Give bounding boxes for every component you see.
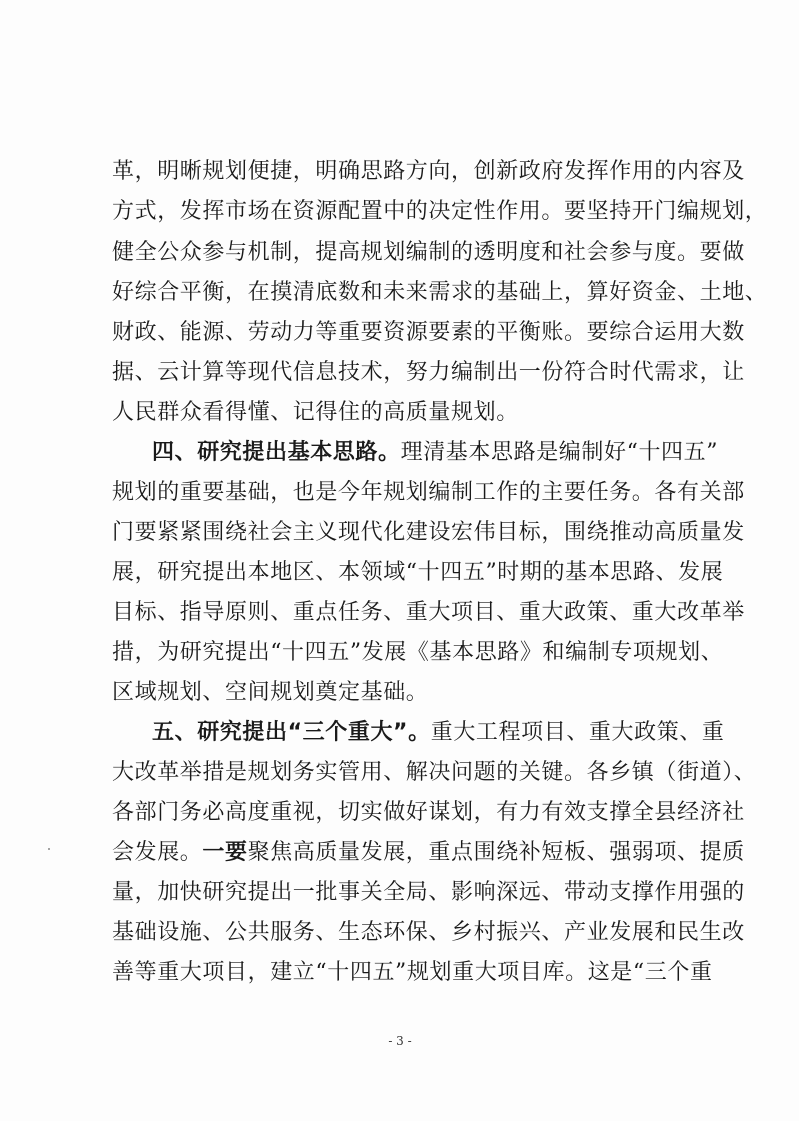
body-line: 目标、指导原则、重点任务、重大项目、重大政策、重大改革举 — [112, 600, 745, 625]
section-heading: 四、研究提出基本思路。 — [152, 440, 401, 465]
body-line: 方式，发挥市场在资源配置中的决定性作用。要坚持开门编规划， — [112, 199, 768, 224]
scan-mark — [48, 848, 50, 850]
section-four-first-line — [152, 436, 719, 470]
body-line: 革，明晰规划便捷，明确思路方向，创新政府发挥作用的内容及 — [112, 159, 745, 184]
section-text: 重大工程项目、重大政策、重 — [430, 720, 725, 745]
body-line: 基础设施、公共服务、生态环保、乡村振兴、产业发展和民生改 — [112, 920, 745, 945]
line-text: 会发展。 — [112, 840, 203, 865]
body-line: 大改革举措是规划务实管用、解决问题的关键。各乡镇（街道）、 — [112, 760, 757, 785]
body-line: 善等重大项目，建立“十四五”规划重大项目库。这是“三个重 — [112, 960, 713, 985]
body-line: 据、云计算等现代信息技术，努力编制出一份符合时代需求，让 — [112, 360, 745, 385]
line-text: 聚焦高质量发展，重点围绕补短板、强弱项、提质 — [247, 840, 745, 865]
body-line: 展，研究提出本地区、本领域“十四五”时期的基本思路、发展 — [112, 560, 724, 585]
body-line: 财政、能源、劳动力等重要资源要素的平衡账。要综合运用大数 — [112, 320, 745, 345]
body-line: 规划的重要基础，也是今年规划编制工作的主要任务。各有关部 — [112, 480, 745, 505]
body-line: 门要紧紧围绕社会主义现代化建设宏伟目标，围绕推动高质量发 — [112, 520, 745, 545]
body-line: 区域规划、空间规划奠定基础。 — [112, 680, 429, 705]
page-number: - 3 - — [388, 1034, 412, 1048]
section-text: 理清基本思路是编制好“十四五” — [400, 440, 719, 465]
body-line-with-emphasis — [112, 836, 745, 870]
section-five-first-line — [152, 716, 725, 750]
section-heading: 五、研究提出“三个重大”。 — [152, 720, 431, 745]
body-line: 各部门务必高度重视，切实做好谋划，有力有效支撑全县经济社 — [112, 800, 745, 825]
body-line: 量，加快研究提出一批事关全局、影响深远、带动支撑作用强的 — [112, 880, 745, 905]
body-line: 措，为研究提出“十四五”发展《基本思路》和编制专项规划、 — [112, 640, 724, 665]
body-line: 健全公众参与机制，提高规划编制的透明度和社会参与度。要做 — [112, 240, 745, 265]
emphasis-text: 一要 — [202, 840, 248, 865]
body-line: 好综合平衡，在摸清底数和未来需求的基础上，算好资金、土地、 — [112, 280, 768, 305]
body-line: 人民群众看得懂、记得住的高质量规划。 — [112, 400, 519, 425]
